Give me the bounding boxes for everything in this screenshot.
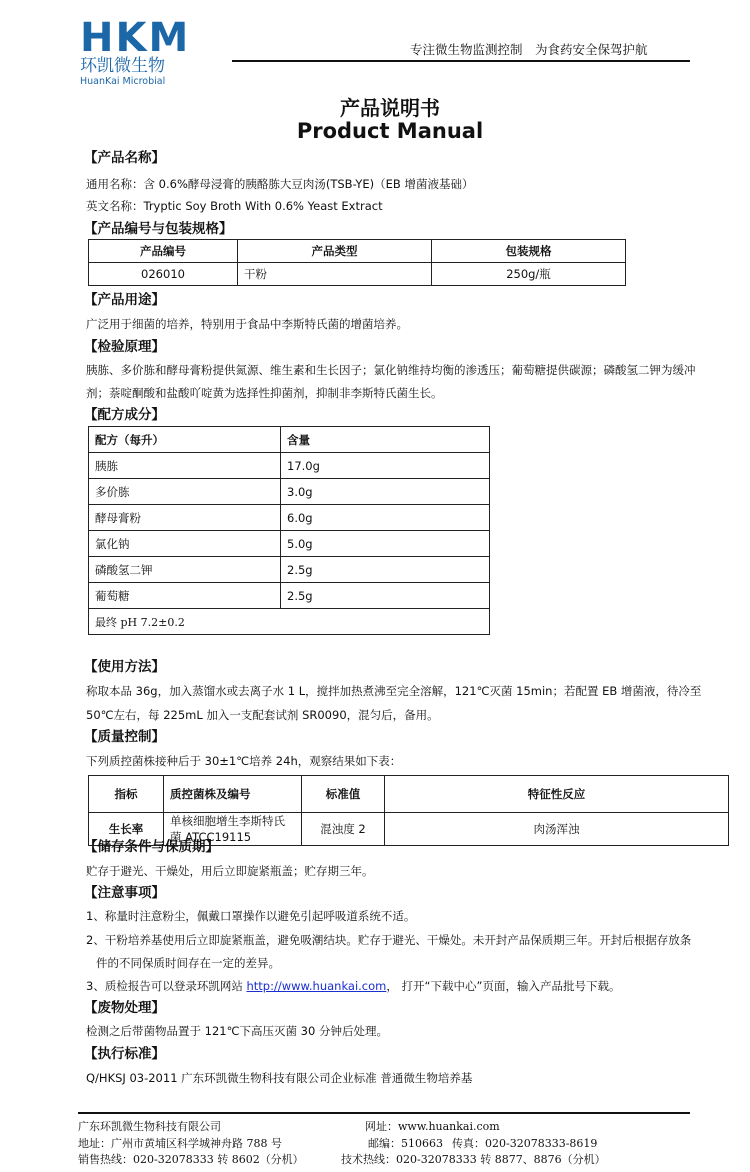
qc-intro: 下列质控菌株接种后于 30±1℃培养 24h，观察结果如下表： xyxy=(86,754,402,768)
title-cn: 产品说明书 xyxy=(340,96,440,120)
table-cell: 肉汤浑浊 xyxy=(385,813,729,846)
table-cell: 酵母膏粉 xyxy=(89,505,281,531)
note-3-text: ， 打开“下载中心”页面，输入产品批号下载。 xyxy=(386,979,621,993)
section-heading: 【注意事项】 xyxy=(84,885,165,901)
logo xyxy=(80,15,191,87)
note-3 xyxy=(86,978,620,994)
table-header: 产品类型 xyxy=(238,240,432,263)
principle-text: 胰胨、多价胨和酵母膏粉提供氮源、维生素和生长因子；氯化钠维持均衡的渗透压；葡萄糖提供碳源；磷酸氢二钾为缓冲 xyxy=(86,363,696,377)
table-cell: 葡萄糖 xyxy=(89,583,281,609)
section-heading: 【配方成分】 xyxy=(84,407,165,423)
storage-text: 贮存于避光、干燥处，用后立即旋紧瓶盖；贮存期三年。 xyxy=(86,864,374,878)
tagline: 专注微生物监测控制 为食药安全保驾护航 xyxy=(410,42,648,57)
website-link[interactable]: http://www.huankai.com xyxy=(246,979,387,993)
footer-address: 地址：广州市黄埔区科学城神舟路 788 号 xyxy=(78,1137,282,1150)
logo-en: HuanKai Microbial xyxy=(80,76,166,87)
section-heading: 【使用方法】 xyxy=(84,659,165,675)
section-heading: 【产品用途】 xyxy=(84,292,165,308)
table-cell: 磷酸氢二钾 xyxy=(89,557,281,583)
standard-text: Q/HKSJ 03-2011 广东环凯微生物科技有限公司企业标准 普通微生物培养基 xyxy=(86,1071,473,1085)
footer-tech: 技术热线：020-32078333 转 8877、8876（分机） xyxy=(341,1153,606,1166)
use-text: 广泛用于细菌的培养，特别用于食品中李斯特氏菌的增菌培养。 xyxy=(86,317,408,331)
section-heading: 【质量控制】 xyxy=(84,729,165,745)
waste-text: 检测之后带菌物品置于 121℃下高压灭菌 30 分钟后处理。 xyxy=(86,1024,388,1038)
english-name: 英文名称：Tryptic Soy Broth With 0.6% Yeast Extract xyxy=(86,199,383,213)
table-cell: 2.5g xyxy=(281,583,490,609)
table-cell: 单核细胞增生李斯特氏菌 ATCC19115 xyxy=(164,813,302,846)
spec-table xyxy=(88,239,626,286)
table-cell: 5.0g xyxy=(281,531,490,557)
table-header: 质控菌株及编号 xyxy=(164,776,302,813)
table-cell: 17.0g xyxy=(281,453,490,479)
footer-rule xyxy=(78,1112,690,1114)
table-header: 指标 xyxy=(89,776,164,813)
footer-postcode: 邮编：510663 xyxy=(368,1137,443,1150)
note-1: 1、称量时注意粉尘，佩戴口罩操作以避免引起呼吸道系统不适。 xyxy=(86,909,416,923)
method-text: 称取本品 36g，加入蒸馏水或去离子水 1 L，搅拌加热煮沸至完全溶解，121℃灭菌 15min；若配置 EB 增菌液，待冷至 xyxy=(86,684,702,698)
table-cell: 6.0g xyxy=(281,505,490,531)
table-header: 配方（每升） xyxy=(89,427,281,453)
table-cell: 混浊度 2 xyxy=(302,813,385,846)
footer-sales: 销售热线：020-32078333 转 8602（分机） xyxy=(78,1153,304,1166)
section-heading: 【产品名称】 xyxy=(84,150,165,166)
section-heading: 【废物处理】 xyxy=(84,1000,165,1016)
table-cell: 胰胨 xyxy=(89,453,281,479)
table-header: 产品编号 xyxy=(89,240,238,263)
table-header: 含量 xyxy=(281,427,490,453)
title-en: Product Manual xyxy=(296,119,484,143)
table-cell: 氯化钠 xyxy=(89,531,281,557)
table-cell: 生长率 xyxy=(89,813,164,846)
table-cell: 3.0g xyxy=(281,479,490,505)
final-ph: 最终 pH 7.2±0.2 xyxy=(89,609,490,635)
qc-table xyxy=(88,775,729,846)
section-heading: 【储存条件与保质期】 xyxy=(84,839,219,855)
table-header: 标准值 xyxy=(302,776,385,813)
table-header: 特征性反应 xyxy=(385,776,729,813)
table-cell: 250g/瓶 xyxy=(432,263,626,286)
table-cell: 多价胨 xyxy=(89,479,281,505)
table-cell: 干粉 xyxy=(238,263,432,286)
footer-company: 广东环凯微生物科技有限公司 xyxy=(78,1120,221,1133)
section-heading: 【检验原理】 xyxy=(84,339,165,355)
footer-fax: 传真：020-32078333-8619 xyxy=(452,1137,598,1150)
note-3-text: 3、质检报告可以登录环凯网站 xyxy=(86,979,247,993)
logo-mark: HKM xyxy=(80,15,191,61)
section-heading: 【执行标准】 xyxy=(84,1046,165,1062)
method-text: 50℃左右，每 225mL 加入一支配套试剂 SR0090，混匀后，备用。 xyxy=(86,708,439,722)
table-cell: 026010 xyxy=(89,263,238,286)
section-heading: 【产品编号与包装规格】 xyxy=(84,221,233,237)
note-2: 2、干粉培养基使用后立即旋紧瓶盖，避免吸潮结块。贮存于避光、干燥处。未开封产品保质期三年。开封后根据存放条 xyxy=(86,933,692,947)
footer-website: 网址：www.huankai.com xyxy=(365,1120,500,1133)
header-rule xyxy=(232,60,690,62)
logo-cn: 环凯微生物 xyxy=(80,56,165,76)
common-name: 通用名称：含 0.6%酵母浸膏的胰酪胨大豆肉汤(TSB-YE)（EB 增菌液基础） xyxy=(86,177,474,191)
principle-text: 剂；萘啶酮酸和盐酸吖啶黄为选择性抑菌剂，抑制非李斯特氏菌生长。 xyxy=(86,386,443,400)
table-header: 包装规格 xyxy=(432,240,626,263)
table-cell: 2.5g xyxy=(281,557,490,583)
note-2-cont: 件的不同保质时间存在一定的差异。 xyxy=(96,956,280,970)
formula-table xyxy=(88,426,490,635)
